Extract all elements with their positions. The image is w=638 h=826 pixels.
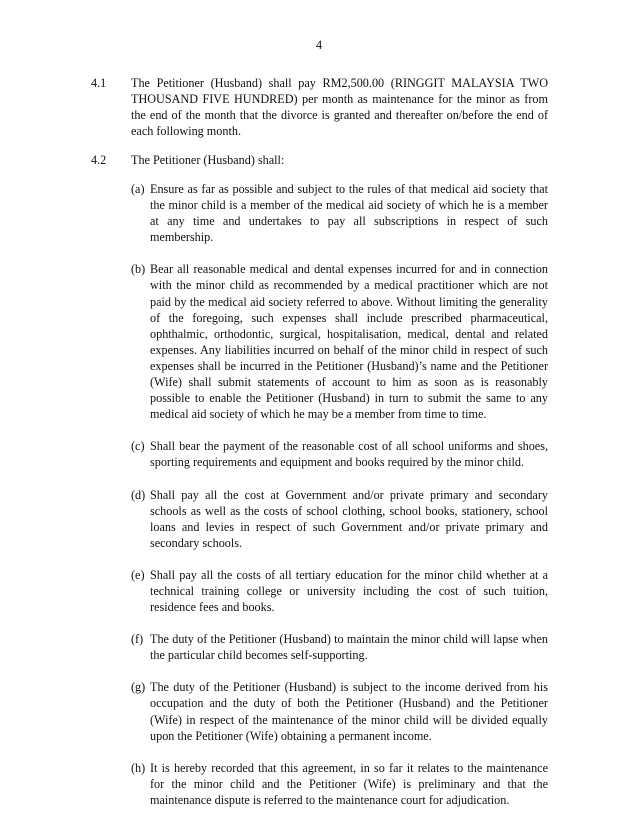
list-item — [131, 261, 548, 422]
item-text: Shall pay all the cost at Government and/or private primary and secondary schools as well as the costs of school clothing, school books, stationery, school loans and levies in respect of such Government and/or private primary and secondary schools. — [150, 487, 548, 550]
list-item — [131, 679, 548, 743]
list-item — [131, 181, 548, 245]
item-text: It is hereby recorded that this agreement, in so far it relates to the maintenance for the minor child and the Petitioner (Wife) is preliminary and that the maintenance dispute is referred to the maintenance court for adjudication. — [150, 760, 548, 807]
clause-number: 4.2 — [91, 153, 107, 167]
page-number: 4 — [315, 38, 323, 52]
item-label: (c) — [131, 439, 145, 454]
item-text: The duty of the Petitioner (Husband) is subject to the income derived from his occupation and the duty of both the Petitioner (Husband) and the Petitioner (Wife) in respect of the maintenance of the minor child will be divided equally upon the Petitioner (Wife) obtaining a permanent income. — [150, 680, 548, 743]
item-label: (a) — [131, 182, 145, 196]
clause-4-2-items — [131, 181, 548, 824]
item-label: (g) — [131, 680, 146, 695]
item-label: (e) — [131, 567, 145, 582]
list-item — [131, 438, 548, 470]
list-item — [131, 631, 548, 663]
item-text: Bear all reasonable medical and dental expenses incurred for and in connection with the minor child as recommended by a medical practitioner which are not paid by the medical aid society referred to above. Without limiting the generality of the foregoing, such expenses shall include prescribed pharmaceutical, ophthalmic, orthodontic, surgical, hospitalisation, medical, dental and related expenses. Any liabilities incurred on behalf of the minor child in respect of such expenses shall be incurred in the Petitioner (Husband)’s name and the Petitioner (Wife) shall submit statements of account to him as soon as is reasonably possible to enable the Petitioner (Husband) in turn to submit the same to any medical aid society of which he may be a member from time to time. — [150, 262, 548, 422]
list-item — [131, 487, 548, 551]
list-item — [131, 567, 548, 615]
item-label: (d) — [131, 487, 146, 502]
clause-text: The Petitioner (Husband) shall: — [131, 153, 285, 167]
item-text: The duty of the Petitioner (Husband) to maintain the minor child will lapse when the particular child becomes self-supporting. — [150, 632, 548, 663]
item-text: Shall bear the payment of the reasonable cost of all school uniforms and shoes, sporting requirements and equipment and books required by the minor child. — [150, 439, 548, 470]
item-text: Shall pay all the costs of all tertiary education for the minor child whether at a technical training college or university including the cost of such tuition, residence fees and books. — [150, 567, 548, 615]
clause-4-1 — [91, 75, 548, 139]
item-text: Ensure as far as possible and subject to the rules of that medical aid society that the minor child is a member of the medical aid society of which he is a member at any time and undertakes to pay all subscriptions in respect of such membership. — [150, 182, 548, 245]
clause-number: 4.1 — [91, 76, 107, 90]
item-label: (f) — [131, 632, 144, 647]
list-item — [131, 760, 548, 808]
clause-text: The Petitioner (Husband) shall pay RM2,500.00 (RINGGIT MALAYSIA TWO THOUSAND FIVE HUNDRED) per month as maintenance for the minor as from the end of the month that the divorce is granted and thereafter on/before the end of each following month. — [131, 76, 548, 139]
item-label: (h) — [131, 760, 146, 775]
clause-4-2 — [91, 152, 548, 168]
item-label: (b) — [131, 262, 146, 277]
